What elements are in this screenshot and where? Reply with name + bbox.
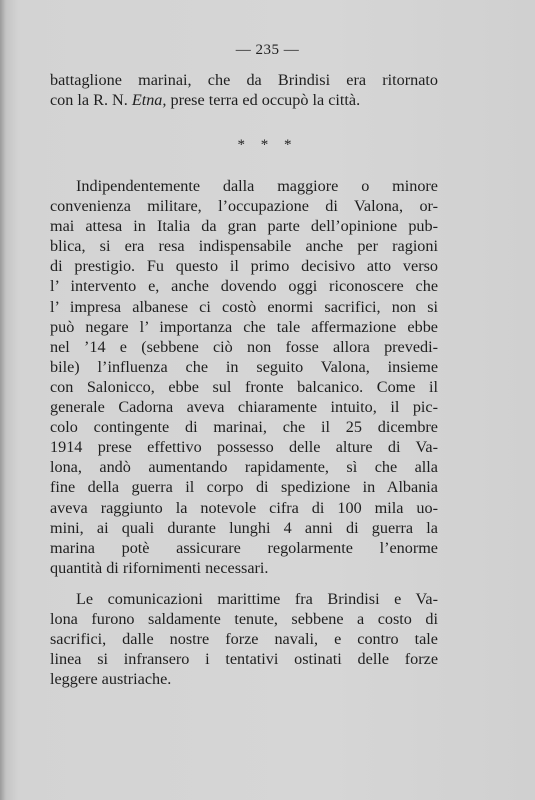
text-line: colo contingente di marinai, che il 25 dicembre <box>50 418 438 437</box>
text-line: l’ impresa albanese ci costò enormi sacrifici, non si <box>50 297 438 316</box>
text-line: mai attesa in Italia da gran parte dell’opinione pub- <box>50 217 438 236</box>
section-separator: * * * <box>237 137 298 153</box>
text-line: linea si infransero i tentativi ostinati delle forze <box>50 650 438 669</box>
text-line: leggere austriache. <box>50 670 172 689</box>
text-line: 1914 prese effettivo possesso delle alture di Va- <box>50 438 438 457</box>
text-line: Indipendentemente dalla maggiore o minore <box>76 177 438 195</box>
text-line: battaglione marinai, che da Brindisi era ritornato <box>50 71 438 89</box>
text-line: l’ intervento e, anche dovendo oggi riconoscere che <box>50 277 438 296</box>
paragraph-2 <box>50 589 438 689</box>
text-line: nel ’14 e (sebbene ciò non fosse allora prevedi- <box>50 337 438 356</box>
text-line: bile) l’influenza che in seguito Valona, insieme <box>50 357 438 376</box>
text-line: marina potè assicurare regolarmente l’enorme <box>50 538 438 557</box>
top-paragraph <box>50 70 438 110</box>
text-line: di prestigio. Fu questo il primo decisivo atto verso <box>50 257 438 276</box>
text-line: aveva raggiunto la notevole cifra di 100 mila uo- <box>50 498 438 517</box>
text-line: lona furono saldamente tenute, sebbene a costo di <box>50 610 438 629</box>
text-line: può negare l’ importanza che tale affermazione ebbe <box>50 317 438 336</box>
text-line: quantità di rifornimenti necessari. <box>50 558 269 577</box>
text-line: generale Cadorna aveva chiaramente intuito, il pic- <box>50 398 438 417</box>
text-line <box>50 90 438 110</box>
text-line: con Salonicco, ebbe sul fronte balcanico. Come il <box>50 377 438 396</box>
text-line: fine della guerra il corpo di spedizione in Albania <box>50 478 438 497</box>
page-number: — 235 — <box>235 42 300 58</box>
text-line: mini, ai quali durante lunghi 4 anni di guerra la <box>50 518 438 537</box>
text-line: convenienza militare, l’occupazione di Valona, or- <box>50 197 438 216</box>
text-line: lona, andò aumentando rapidamente, sì che alla <box>50 458 438 477</box>
text-line: Le comunicazioni marittime fra Brindisi e Va- <box>76 590 438 608</box>
text-line: blica, si era resa indispensabile anche per ragioni <box>50 237 438 256</box>
text-line: sacrifici, dalle nostre forze navali, e contro tale <box>50 630 438 649</box>
text-fragment: con la R. N. <box>50 91 132 110</box>
paragraph-1 <box>50 176 438 578</box>
ship-name: Etna, <box>131 91 167 110</box>
text-fragment: prese terra ed occupò la città. <box>166 91 361 110</box>
